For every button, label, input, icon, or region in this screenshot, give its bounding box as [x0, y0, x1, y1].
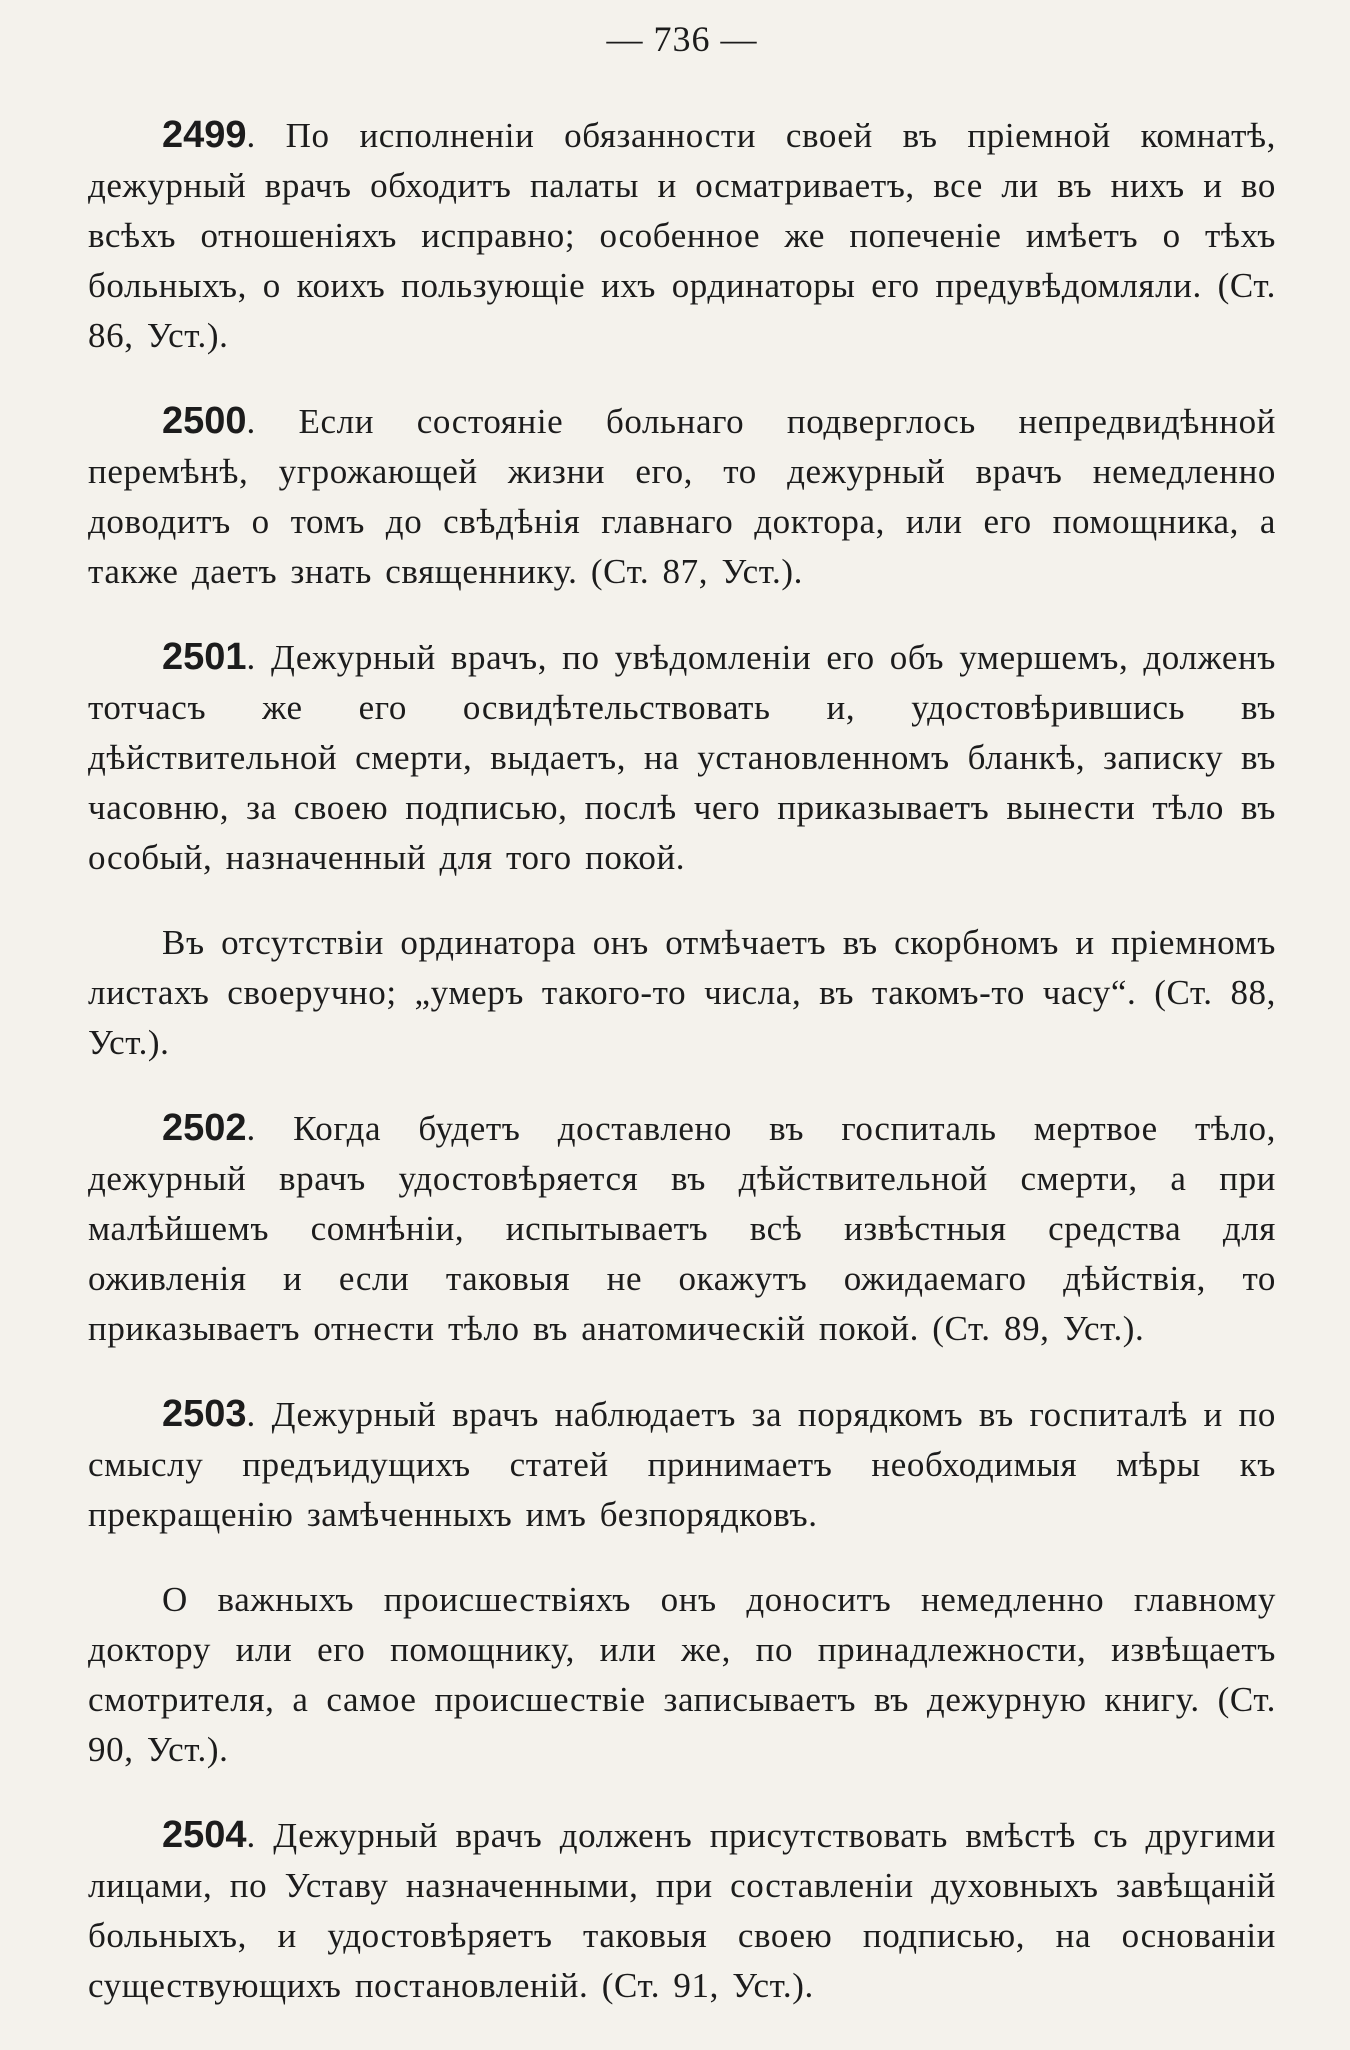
- article-number: 2503: [162, 1393, 247, 1435]
- article-2503: [88, 1389, 1276, 1540]
- article-number: 2500: [162, 400, 247, 442]
- article-text: . Дежурный врачъ наблюдаетъ за порядкомъ въ госпиталѣ и по смыслу предъидущихъ статей принимаетъ необходимыя мѣры къ прекращенію замѣченныхъ имъ безпорядковъ.: [88, 1395, 1276, 1534]
- article-2499: [88, 110, 1276, 361]
- article-text: . Если состояніе больнаго подверглось непредвидѣнной перемѣнѣ, угрожающей жизни его, то дежурный врачъ немедленно доводитъ о томъ до свѣдѣнія главнаго доктора, или его помощника, а также даетъ знать священнику. (Ст. 87, Уст.).: [88, 402, 1276, 591]
- article-text: . Когда будетъ доставлено въ госпиталь мертвое тѣло, дежурный врачъ удостовѣряется въ дѣйствительной смерти, а при малѣйшемъ сомнѣніи, испытываетъ всѣ извѣстныя средства для оживленія и если таковыя не окажутъ ожидаемаго дѣйствія, то приказываетъ отнести тѣло въ анатомическій покой. (Ст. 89, Уст.).: [88, 1109, 1276, 1348]
- article-number: 2504: [162, 1814, 247, 1856]
- document-page: [88, 18, 1276, 2028]
- article-2502: [88, 1103, 1276, 1354]
- article-text: . Дежурный врачъ, по увѣдомленіи его объ умершемъ, долженъ тотчасъ же его освидѣтельствовать и, удостовѣрившись въ дѣйствительной смерти, выдаетъ, на установленномъ бланкѣ, записку въ часовню, за своею подписью, послѣ чего приказываетъ вынести тѣло въ особый, назначенный для того покой.: [88, 638, 1276, 877]
- article-2503-continuation: О важныхъ происшествіяхъ онъ доноситъ немедленно главному доктору или его помощнику, или же, по принадлежности, извѣщаетъ смотрителя, а самое происшествіе записываетъ въ дежурную книгу. (Ст. 90, Уст.).: [88, 1580, 1276, 1769]
- article-number: 2502: [162, 1107, 247, 1149]
- article-text: . По исполненіи обязанности своей въ пріемной комнатѣ, дежурный врачъ обходитъ палаты и осматриваетъ, все ли въ нихъ и во всѣхъ отношеніяхъ исправно; особенное же попеченіе имѣетъ о тѣхъ больныхъ, о коихъ пользующіе ихъ ординаторы его предувѣдомляли. (Ст. 86, Уст.).: [88, 116, 1276, 355]
- page-number: — 736 —: [606, 19, 758, 59]
- article-number: 2499: [162, 114, 247, 156]
- article-number: 2501: [162, 636, 247, 678]
- article-2500: [88, 396, 1276, 597]
- article-2501-continuation: Въ отсутствіи ординатора онъ отмѣчаетъ въ скорбномъ и пріемномъ листахъ своеручно; „умеръ такого-то числа, въ такомъ-то часу“. (Ст. 88, Уст.).: [88, 923, 1276, 1062]
- article-2504: [88, 1810, 1276, 2011]
- article-text: . Дежурный врачъ долженъ присутствовать вмѣстѣ съ другими лицами, по Уставу назначенными, при составленіи духовныхъ завѣщаній больныхъ, и удостовѣряетъ таковыя своею подписью, на основаніи существующихъ постановленій. (Ст. 91, Уст.).: [88, 1816, 1276, 2005]
- article-2501: [88, 632, 1276, 883]
